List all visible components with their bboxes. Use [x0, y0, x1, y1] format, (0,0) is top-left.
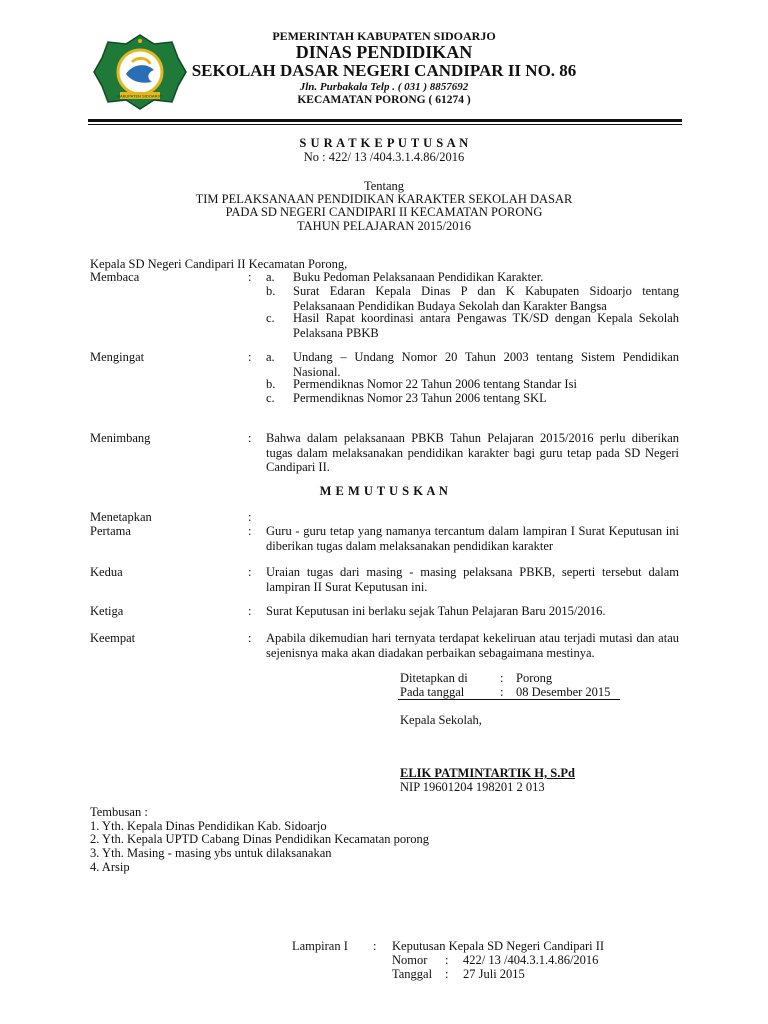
- mengingat-item-c: Permendiknas Nomor 23 Tahun 2006 tentang SKL: [293, 391, 547, 405]
- header-address: Jln. Purbakala Telp . ( 031 ) 8857692: [299, 81, 469, 93]
- lampiran-colon: :: [373, 939, 377, 953]
- signer-name: ELIK PATMINTARTIK H, S.Pd: [400, 766, 575, 780]
- membaca-item-b: Surat Edaran Kepala Dinas P dan K Kabupaten Sidoarjo tentang Pelaksanaan Pendidikan Budaya Sekolah dan Karakter Bangsa: [293, 284, 679, 313]
- subject-line-1: TIM PELAKSANAAN PENDIDIKAN KARAKTER SEKOLAH DASAR: [195, 192, 573, 206]
- mengingat-marker-b: b.: [266, 377, 276, 391]
- membaca-item-a: Buku Pedoman Pelaksanaan Pendidikan Karakter.: [293, 270, 544, 284]
- document-number: No : 422/ 13 /404.3.1.4.86/2016: [303, 150, 465, 164]
- keempat-colon: :: [248, 631, 252, 645]
- membaca-colon: :: [248, 270, 252, 284]
- tembusan-label: Tembusan :: [90, 805, 148, 819]
- ditetapkan-label: Ditetapkan di: [400, 671, 468, 685]
- kedua-label: Kedua: [90, 565, 123, 579]
- lampiran-nomor-value: 422/ 13 /404.3.1.4.86/2016: [463, 953, 599, 967]
- lampiran-nomor-colon: :: [445, 953, 449, 967]
- header-district: KECAMATAN PORONG ( 61274 ): [297, 94, 471, 106]
- mengingat-label: Mengingat: [90, 350, 145, 364]
- lampiran-tanggal-colon: :: [445, 967, 449, 981]
- tentang-label: Tentang: [363, 179, 405, 193]
- header-government: PEMERINTAH KABUPATEN SIDOARJO: [272, 29, 496, 43]
- tembusan-item-3: 3. Yth. Masing - masing ybs untuk dilaksanakan: [90, 846, 332, 860]
- membaca-label: Membaca: [90, 270, 140, 284]
- lampiran-tanggal-label: Tanggal: [392, 967, 433, 981]
- menimbang-text: Bahwa dalam pelaksanaan PBKB Tahun Pelajaran 2015/2016 perlu diberikan tugas dalam melaksanakan pendidikan karakter bagi guru tetap pada SD Negeri Candipari II.: [266, 431, 679, 474]
- kedua-text: Uraian tugas dari masing - masing pelaksana PBKB, seperti tersebut dalam lampiran II Surat Keputusan ini.: [266, 565, 679, 594]
- pertama-label: Pertama: [90, 524, 131, 538]
- lampiran-label: Lampiran I: [292, 939, 348, 953]
- tembusan-item-1: 1. Yth. Kepala Dinas Pendidikan Kab. Sidoarjo: [90, 819, 327, 833]
- header-school: SEKOLAH DASAR NEGERI CANDIPAR II NO. 86: [191, 61, 577, 80]
- mengingat-colon: :: [248, 350, 252, 364]
- ditetapkan-value: Porong: [516, 671, 553, 685]
- signer-nip: NIP 19601204 198201 2 013: [400, 780, 545, 794]
- mengingat-marker-a: a.: [266, 350, 275, 364]
- ketiga-colon: :: [248, 604, 252, 618]
- tanggal-value: 08 Desember 2015: [516, 685, 611, 699]
- crest-ribbon-text: KABUPATEN SIDOARJO: [117, 93, 163, 99]
- kedua-colon: :: [248, 565, 252, 579]
- opening-line: Kepala SD Negeri Candipari II Kecamatan Porong,: [90, 257, 348, 271]
- tanggal-underline: [398, 699, 620, 700]
- pertama-colon: :: [248, 524, 252, 538]
- header-divider-thick: [88, 119, 682, 122]
- signer-role: Kepala Sekolah,: [400, 713, 482, 727]
- pertama-text: Guru - guru tetap yang namanya tercantum dalam lampiran I Surat Keputusan ini diberikan tugas dalam melaksanakan pendidikan karakter: [266, 524, 679, 553]
- ketiga-text: Surat Keputusan ini berlaku sejak Tahun Pelajaran Baru 2015/2016.: [266, 604, 606, 618]
- tanggal-label: Pada tanggal: [400, 685, 465, 699]
- mengingat-item-b: Permendiknas Nomor 22 Tahun 2006 tentang Standar Isi: [293, 377, 577, 391]
- memutuskan-heading: M E M U T U S K A N: [319, 484, 449, 498]
- tanggal-colon: :: [500, 685, 504, 699]
- lampiran-value: Keputusan Kepala SD Negeri Candipari II: [392, 939, 605, 953]
- lampiran-tanggal-value: 27 Juli 2015: [463, 967, 525, 981]
- tembusan-item-2: 2. Yth. Kepala UPTD Cabang Dinas Pendidikan Kecamatan porong: [90, 832, 430, 846]
- keempat-text: Apabila dikemudian hari ternyata terdapat kekeliruan atau terjadi mutasi dan atau sejenisnya maka akan diadakan perbaikan sebagaimana mestinya.: [266, 631, 679, 660]
- ditetapkan-colon: :: [500, 671, 504, 685]
- menetapkan-colon: :: [248, 510, 252, 524]
- keempat-label: Keempat: [90, 631, 136, 645]
- membaca-item-c: Hasil Rapat koordinasi antara Pengawas TK/SD dengan Kepala Sekolah Pelaksana PBKB: [293, 311, 679, 340]
- menimbang-label: Menimbang: [90, 431, 151, 445]
- membaca-marker-a: a.: [266, 270, 275, 284]
- menimbang-colon: :: [248, 431, 252, 445]
- lampiran-nomor-label: Nomor: [392, 953, 428, 967]
- document-title: S U R A T K E P U T U S A N: [299, 136, 469, 150]
- mengingat-marker-c: c.: [266, 391, 275, 405]
- membaca-marker-c: c.: [266, 311, 275, 325]
- mengingat-item-a: Undang – Undang Nomor 20 Tahun 2003 tentang Sistem Pendidikan Nasional.: [293, 350, 679, 379]
- subject-line-2: PADA SD NEGERI CANDIPARI II KECAMATAN PORONG: [225, 205, 543, 219]
- menetapkan-label: Menetapkan: [90, 510, 152, 524]
- ketiga-label: Ketiga: [90, 604, 124, 618]
- header-agency: DINAS PENDIDIKAN: [295, 42, 473, 62]
- membaca-marker-b: b.: [266, 284, 276, 298]
- tembusan-item-4: 4. Arsip: [90, 860, 130, 874]
- subject-line-3: TAHUN PELAJARAN 2015/2016: [297, 219, 471, 233]
- header-divider-thin: [88, 124, 682, 125]
